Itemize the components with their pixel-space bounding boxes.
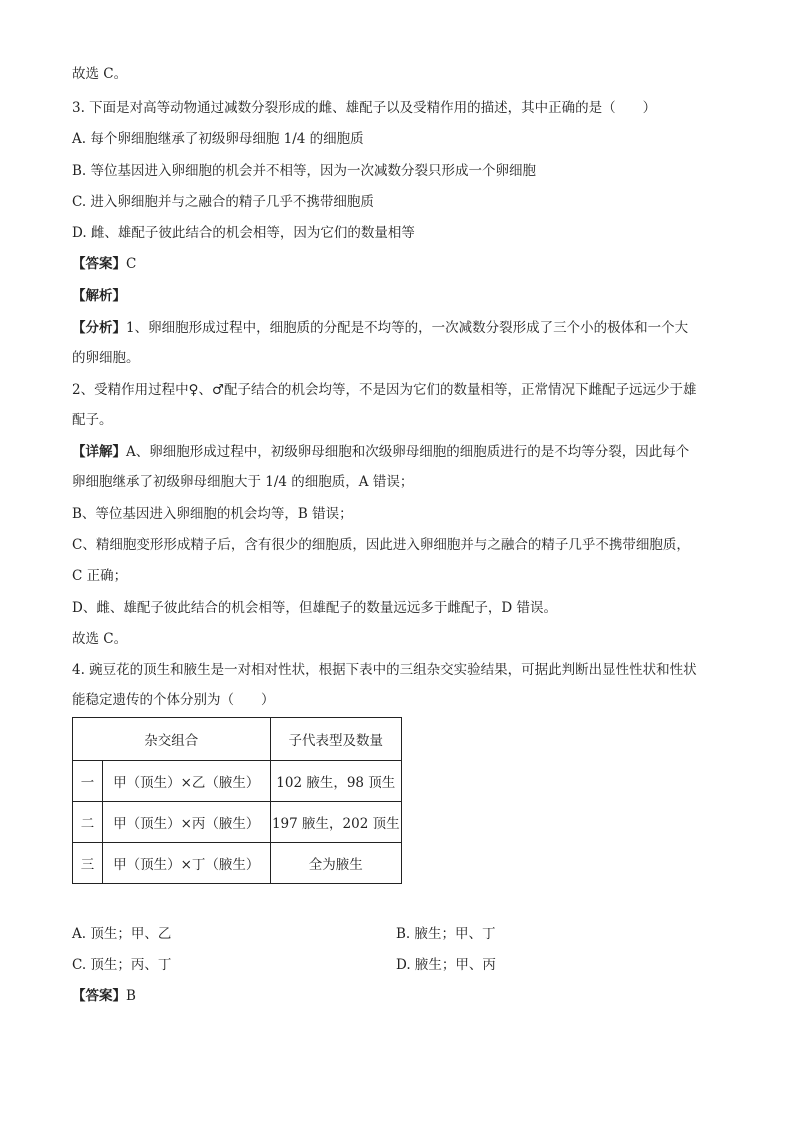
row-cross: 甲（顶生）×丁（腋生） <box>103 843 271 884</box>
detail-a-cont: 卵细胞继承了初级卵母细胞大于 1/4 的细胞质，A 错误； <box>72 474 414 490</box>
table-header-row <box>73 718 402 761</box>
question-4-option-b: B. 腋生；甲、丁 <box>396 926 496 942</box>
conclusion-prev: 故选 C。 <box>72 66 128 82</box>
analysis-point-1-cont: 的卵细胞。 <box>72 350 140 366</box>
detail-tag: 【详解】 <box>72 444 126 460</box>
table-row <box>73 761 402 802</box>
analysis-heading: 【解析】 <box>72 288 126 304</box>
question-4-option-c: C. 顶生；丙、丁 <box>72 957 172 973</box>
detail-b: B、等位基因进入卵细胞的机会均等，B 错误； <box>72 506 353 522</box>
question-3-stem: 3. 下面是对高等动物通过减数分裂形成的雌、雄配子以及受精作用的描述，其中正确的是（ ） <box>72 100 657 116</box>
question-4-stem: 4. 豌豆花的顶生和腋生是一对相对性状，根据下表中的三组杂交实验结果，可据此判断出显性性状和性状 <box>72 662 697 678</box>
analysis-conclusion: 故选 C。 <box>72 631 128 647</box>
detail-c: C、精细胞变形形成精子后，含有很少的细胞质，因此进入卵细胞并与之融合的精子几乎不携带细胞质， <box>72 537 690 553</box>
detail-d: D、雌、雄配子彼此结合的机会相等，但雄配子的数量远远多于雌配子，D 错误。 <box>72 600 557 616</box>
analysis-point-2: 2、受精作用过程中♀、♂配子结合的机会均等，不是因为它们的数量相等，正常情况下雌配子远远少于雄 <box>72 382 697 398</box>
question-3-option-c: C. 进入卵细胞并与之融合的精子几乎不携带细胞质 <box>72 194 374 210</box>
analysis-point-1 <box>72 318 688 338</box>
row-number: 二 <box>73 802 103 843</box>
row-cross: 甲（顶生）×丙（腋生） <box>103 802 271 843</box>
question-3-answer <box>72 254 136 274</box>
row-result: 197 腋生，202 顶生 <box>270 802 401 843</box>
analysis-point-2-cont: 配子。 <box>72 412 113 428</box>
question-3-option-d: D. 雌、雄配子彼此结合的机会相等，因为它们的数量相等 <box>72 225 415 241</box>
analysis-point-1-text: 1、卵细胞形成过程中，细胞质的分配是不均等的，一次减数分裂形成了三个小的极体和一个大 <box>126 320 689 336</box>
table-row <box>73 843 402 884</box>
detail-c-cont: C 正确； <box>72 568 128 584</box>
analysis-subtag: 【分析】 <box>72 320 126 336</box>
question-4-option-a: A. 顶生；甲、乙 <box>72 926 172 942</box>
question-3-option-a: A. 每个卵细胞继承了初级卵母细胞 1/4 的细胞质 <box>72 131 364 147</box>
cross-table <box>72 717 402 884</box>
answer-tag: 【答案】 <box>72 988 126 1004</box>
detail-a-text: A、卵细胞形成过程中，初级卵母细胞和次级卵母细胞的细胞质进行的是不均等分裂，因此每个 <box>126 444 690 460</box>
answer-value: B <box>126 988 136 1004</box>
question-4-option-d: D. 腋生；甲、丙 <box>396 957 496 973</box>
question-4-stem-cont: 能稳定遗传的个体分别为（ ） <box>72 692 275 708</box>
detail-a <box>72 442 689 462</box>
row-number: 三 <box>73 843 103 884</box>
row-number: 一 <box>73 761 103 802</box>
question-3-option-b: B. 等位基因进入卵细胞的机会并不相等，因为一次减数分裂只形成一个卵细胞 <box>72 163 537 179</box>
row-result: 全为腋生 <box>270 843 401 884</box>
row-result: 102 腋生，98 顶生 <box>270 761 401 802</box>
table-row <box>73 802 402 843</box>
answer-tag: 【答案】 <box>72 256 126 272</box>
answer-value: C <box>126 256 137 272</box>
question-4-answer <box>72 986 136 1006</box>
row-cross: 甲（顶生）×乙（腋生） <box>103 761 271 802</box>
header-offspring: 子代表型及数量 <box>270 718 401 761</box>
header-cross: 杂交组合 <box>73 718 271 761</box>
